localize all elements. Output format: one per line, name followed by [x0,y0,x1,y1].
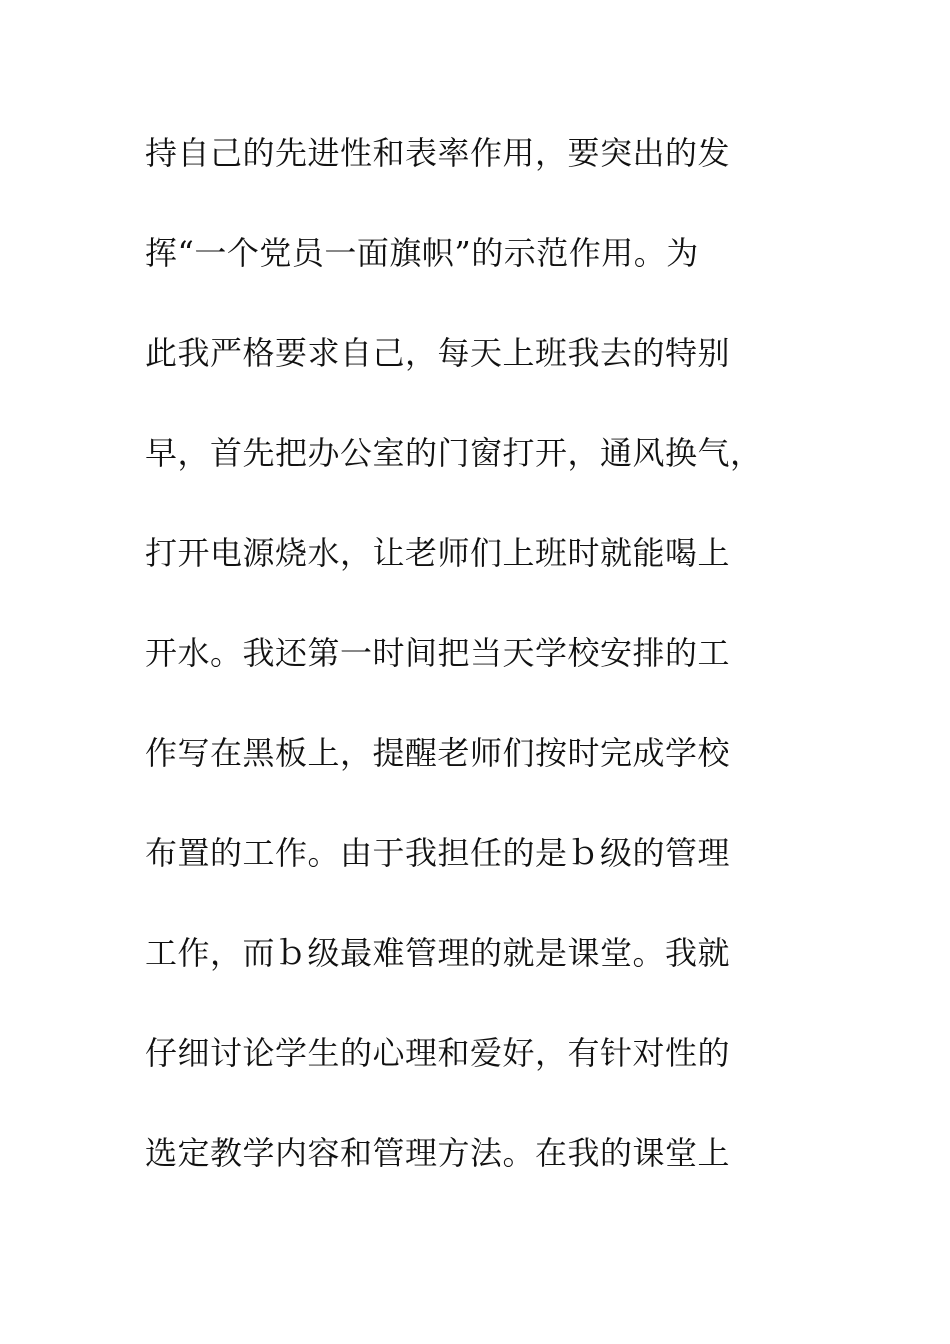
body-text [145,124,825,1224]
text-line: 早，首先把办公室的门窗打开，通风换气， [145,434,763,472]
text-line: 此我严格要求自己，每天上班我去的特别 [145,334,731,372]
text-line: 布置的工作。由于我担任的是ｂ级的管理 [145,834,731,872]
text-line: 挥“一个党员一面旗帜”的示范作用。为 [145,234,699,272]
text-line: 仔细讨论学生的心理和爱好，有针对性的 [145,1034,731,1072]
text-line: 选定教学内容和管理方法。在我的课堂上 [145,1134,731,1172]
text-line: 作写在黑板上，提醒老师们按时完成学校 [145,734,731,772]
text-line: 持自己的先进性和表率作用，要突出的发 [145,134,731,172]
text-line: 开水。我还第一时间把当天学校安排的工 [145,634,731,672]
text-line: 工作，而ｂ级最难管理的就是课堂。我就 [145,934,731,972]
text-line: 打开电源烧水，让老师们上班时就能喝上 [145,534,731,572]
